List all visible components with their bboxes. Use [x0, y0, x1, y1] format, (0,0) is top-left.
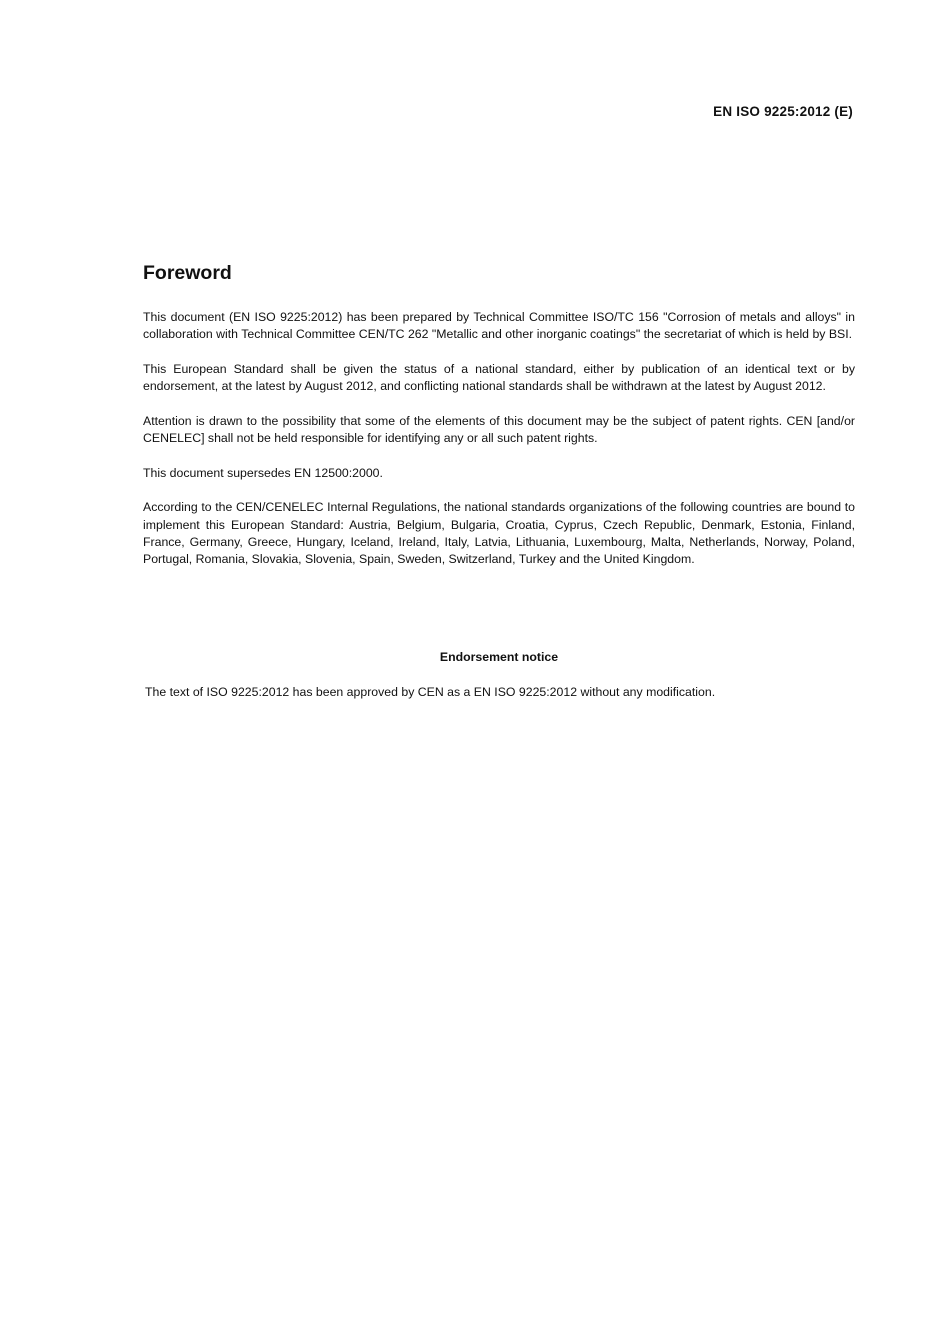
foreword-paragraph: This document supersedes EN 12500:2000. — [143, 465, 383, 480]
foreword-title: Foreword — [143, 262, 232, 284]
foreword-paragraph: This European Standard shall be given the status of a national standard, either by publication of an identical text or by endorsement, at the latest by August 2012, and conflicting national standards shall be withdrawn at the latest by August 2012. — [143, 361, 855, 394]
endorsement-heading: Endorsement notice — [439, 650, 559, 664]
foreword-body — [143, 309, 855, 586]
document-reference: EN ISO 9225:2012 (E) — [713, 104, 853, 119]
foreword-paragraph: This document (EN ISO 9225:2012) has been prepared by Technical Committee ISO/TC 156 "Corrosion of metals and alloys" in collaboration with Technical Committee CEN/TC 262 "Metallic and other inorganic coatings" the secretariat of which is held by BSI. — [143, 310, 855, 342]
foreword-paragraph: Attention is drawn to the possibility that some of the elements of this document may be the subject of patent rights. CEN [and/or CENELEC] shall not be held responsible for identifying any or all such patent rights. — [143, 413, 855, 446]
foreword-paragraph: According to the CEN/CENELEC Internal Regulations, the national standards organizations of the following countries are bound to implement this European Standard: Austria, Belgium, Bulgaria, Croatia, Cyprus, Czech Republic, Denmark, Estonia, Finland, France, Germany, Greece, Hungary, Iceland, Ireland, Italy, Latvia, Lithuania, Luxembourg, Malta, Netherlands, Norway, Poland, Portugal, Romania, Slovakia, Slovenia, Spain, Sweden, Switzerland, Turkey and the United Kingdom. — [143, 500, 855, 567]
endorsement-text: The text of ISO 9225:2012 has been approved by CEN as a EN ISO 9225:2012 without any modification. — [145, 685, 716, 699]
